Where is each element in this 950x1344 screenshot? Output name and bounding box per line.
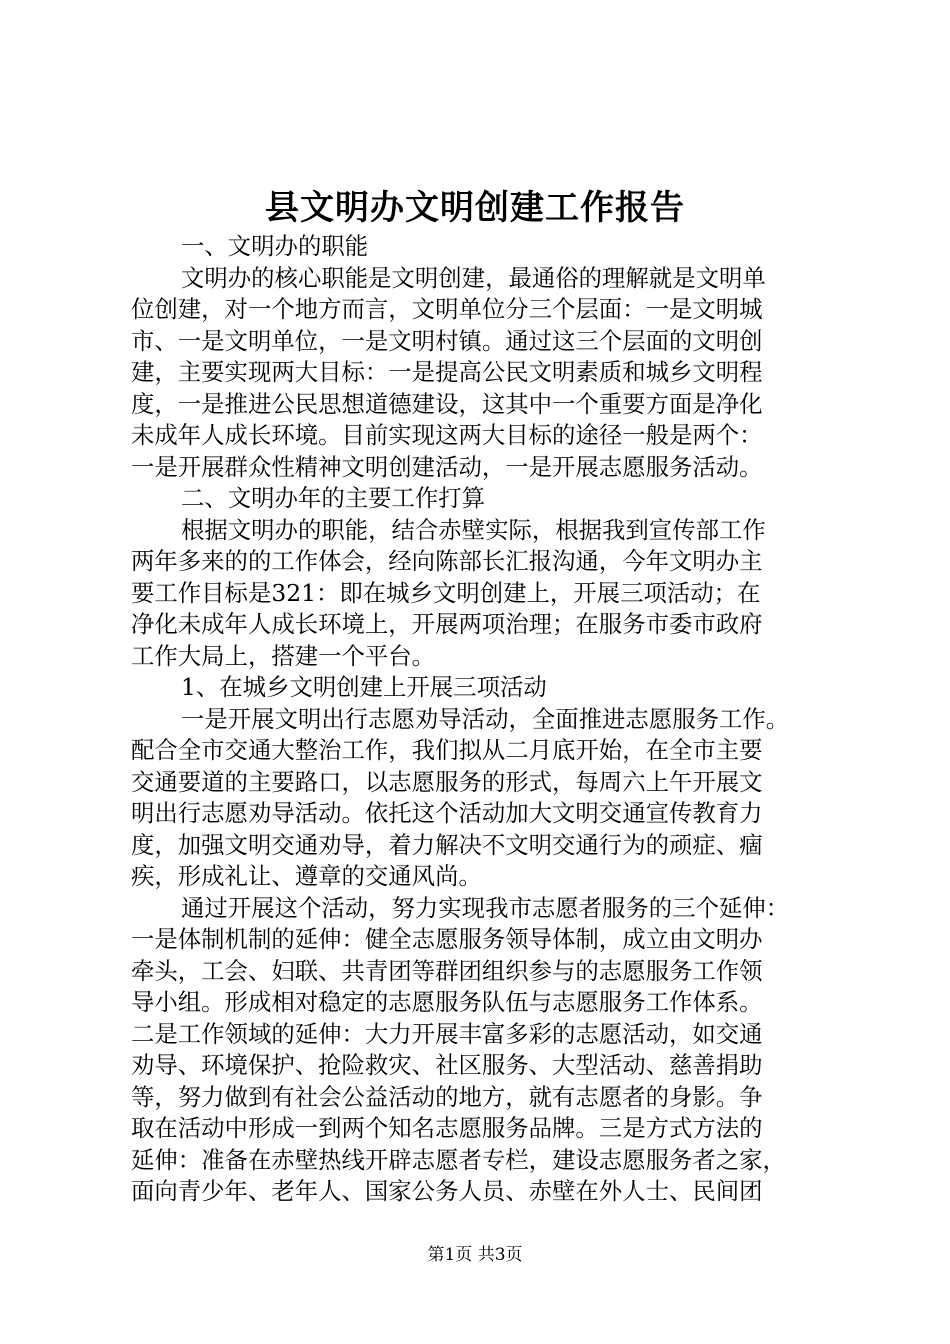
paragraph-line: 根据文明办的职能，结合赤壁实际，根据我到宣传部工作 [181,515,766,544]
paragraph-line: 配合全市交通大整治工作，我们拟从二月底开始，在全市主要 [131,736,763,764]
paragraph-line: 通过开展这个活动，努力实现我市志愿者服务的三个延伸： [181,893,790,922]
document-body [131,231,853,1208]
paragraph-line: 建，主要实现两大目标：一是提高公民文明素质和城乡文明程 [131,358,763,386]
paragraph-line: 工作大局上，搭建一个平台。 [131,641,436,670]
paragraph-line: 一是开展文明出行志愿劝导活动，全面推进志愿服务工作。 [181,704,790,733]
paragraph-line: 导小组。形成相对稳定的志愿服务队伍与志愿服务工作体系。 [131,988,763,1016]
paragraph-line: 度，加强文明交通劝导，着力解决不文明交通行为的顽症、痼 [131,830,763,859]
paragraph-line: 牵头，工会、妇联、共青团等群团组织参与的志愿服务工作领 [131,956,763,985]
paragraph-line: 位创建，对一个地方而言，文明单位分三个层面：一是文明城 [131,295,763,323]
paragraph-line: 文明办的核心职能是文明创建，最通俗的理解就是文明单 [181,263,766,292]
paragraph-line: 净化未成年人成长环境上，开展两项治理；在服务市委市政府 [131,610,763,638]
paragraph-line: 等，努力做到有社会公益活动的地方，就有志愿者的身影。争 [131,1082,763,1111]
paragraph-line: 二是工作领域的延伸：大力开展丰富多彩的志愿活动，如交通 [131,1019,763,1048]
paragraph-line: 度，一是推进公民思想道德建设，这其中一个重要方面是净化 [131,389,763,418]
paragraph-line: 疾，形成礼让、遵章的交通风尚。 [131,862,482,890]
section-heading: 一、文明办的职能 [181,232,369,260]
paragraph-line: 面向青少年、老年人、国家公务人员、赤壁在外人士、民间团 [131,1177,763,1205]
paragraph-line: 一是开展群众性精神文明创建活动，一是开展志愿服务活动。 [131,452,763,481]
paragraph-line: 市、一是文明单位，一是文明村镇。通过这三个层面的文明创 [131,326,763,355]
paragraph-line: 交通要道的主要路口，以志愿服务的形式，每周六上午开展文 [131,767,763,796]
paragraph-line: 劝导、环境保护、抢险救灾、社区服务、大型活动、慈善捐助 [131,1051,763,1079]
paragraph-line: 两年多来的的工作体会，经向陈部长汇报沟通，今年文明办主 [131,547,763,575]
paragraph-line: 一是体制机制的延伸：健全志愿服务领导体制，成立由文明办 [131,925,763,953]
paragraph-line: 要工作目标是321：即在城乡文明创建上，开展三项活动；在 [131,578,761,607]
page-footer: 第1页 共3页 [427,1245,523,1265]
subsection-heading: 1、在城乡文明创建上开展三项活动 [181,673,547,701]
paragraph-line: 取在活动中形成一到两个知名志愿服务品牌。三是方式方法的 [131,1114,763,1142]
section-heading: 二、文明办年的主要工作打算 [181,484,486,512]
paragraph-line: 未成年人成长环境。目前实现这两大目标的途径一般是两个： [131,421,763,449]
paragraph-line: 延伸：准备在赤壁热线开辟志愿者专栏，建设志愿服务者之家， [131,1145,786,1174]
paragraph-line: 明出行志愿劝导活动。依托这个活动加大文明交通宣传教育力 [131,799,763,827]
document-title: 县文明办文明创建工作报告 [265,188,685,228]
